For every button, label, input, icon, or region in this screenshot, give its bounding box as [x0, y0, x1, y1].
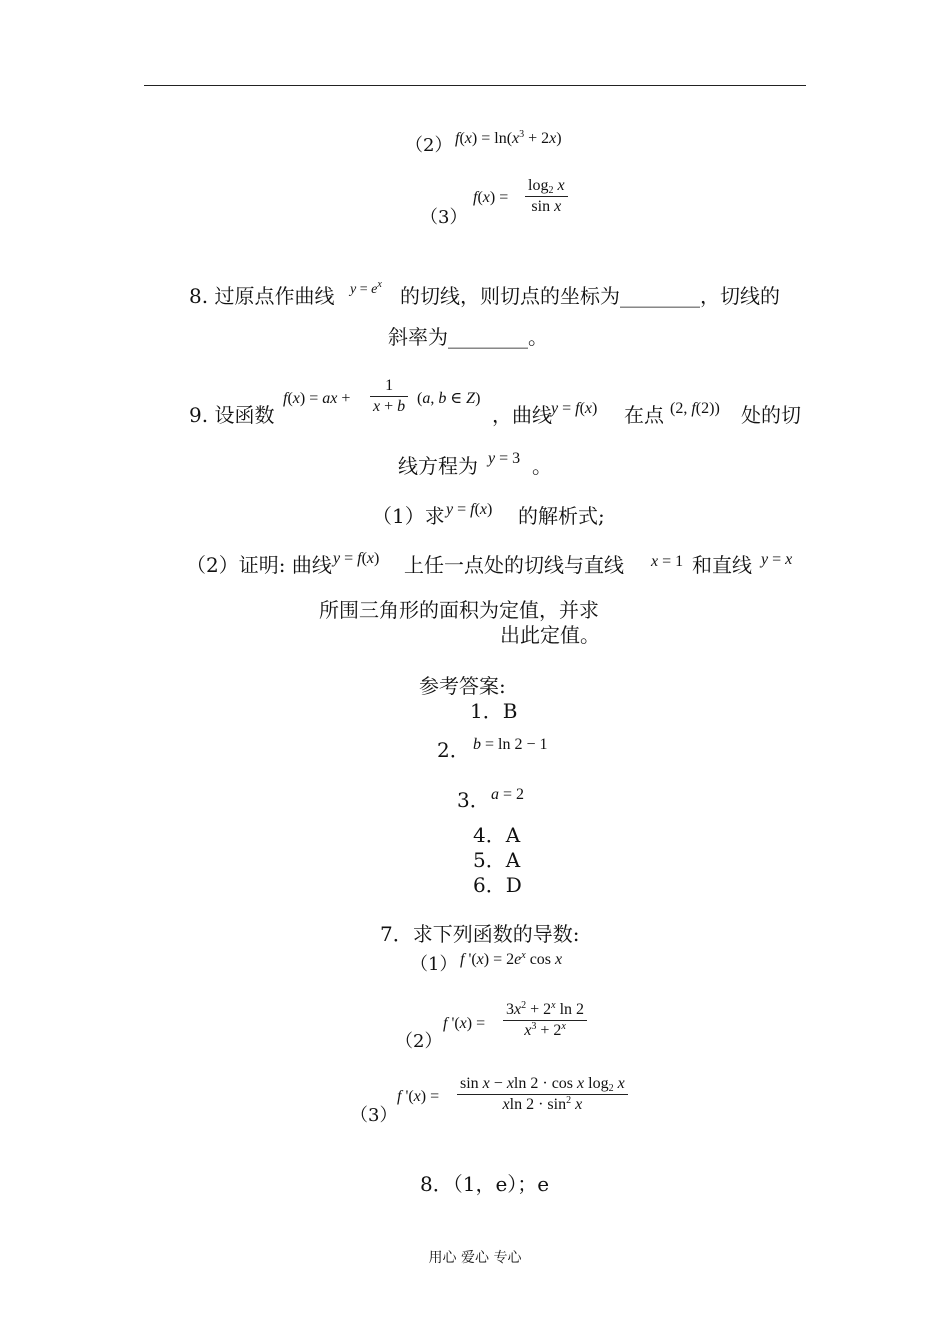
header-rule: [144, 85, 806, 86]
q9-mid2: 在点: [624, 403, 664, 427]
q9-part2-curve: y = f(x): [333, 550, 380, 567]
answers-heading: 参考答案:: [419, 674, 506, 698]
q9-line-yx: y = x: [761, 551, 793, 568]
q9-part2-line3: 出此定值。: [500, 623, 600, 647]
q9-line2-suffix: 。: [532, 454, 552, 478]
q8-curve-formula: $y = e^x$: [350, 279, 382, 297]
q9-function-lhs: f(x) = ax +: [283, 390, 351, 407]
q8-line1-rest: 的切线，则切点的坐标为________，切线的: [400, 284, 780, 308]
page-footer: 用心 爱心 专心: [428, 1250, 522, 1266]
q9-line2-prefix: 线方程为: [398, 454, 478, 478]
q9-curve-formula: y = f(x): [551, 400, 598, 417]
answer-8: 8．（1，e）；e: [420, 1172, 550, 1196]
answer-1: 1．B: [470, 699, 518, 723]
q9-part1-formula: y = f(x): [446, 501, 493, 518]
q9-function-fraction: $\frac{1}{x + b}$: [370, 376, 408, 417]
answer-7-part3-fraction: $\frac{\sin x - xln 2 \cdot \cos x \log_2 x}{xln 2 \cdot \sin^2 x}$: [457, 1074, 628, 1115]
answer-6: 6．D: [473, 873, 522, 897]
answer-7-part3-label: （3）: [350, 1105, 398, 1126]
q9-part2-line2: 所围三角形的面积为定值，并求: [319, 598, 599, 622]
q9-tail: 处的切: [741, 403, 801, 427]
q9-function-domain: (a, b ∈ Z): [417, 390, 481, 407]
answer-7-part3-lhs: f '(x) =: [397, 1088, 440, 1105]
answer-5: 5．A: [473, 848, 521, 872]
q9-part2-mid2: 和直线: [692, 553, 752, 577]
q7-part3-lhs: f(x) =: [473, 189, 509, 206]
q9-point-formula: (2, f(2)): [670, 400, 720, 417]
q9-tangent-formula: y = 3: [488, 450, 521, 467]
q9-prefix: 9. 设函数: [189, 403, 275, 427]
q9-part2-prefix: （2）证明: 曲线: [186, 553, 332, 577]
answer-2-label: 2．: [437, 738, 470, 762]
answer-7-part1-label: （1）: [410, 954, 458, 975]
q7-part2-formula: $f(x) = \ln(x^3 + 2x)$: [455, 129, 562, 147]
answer-4: 4．A: [473, 823, 521, 847]
q9-part1-prefix: （1）求: [372, 504, 445, 528]
answer-7-part2-fraction: $\frac{3x^2 + 2^x \ln 2}{x^3 + 2^x}$: [503, 1000, 587, 1041]
answer-3-label: 3．: [457, 788, 490, 812]
answer-7-part2-lhs: f '(x) =: [443, 1015, 486, 1032]
q9-part1-suffix: 的解析式;: [518, 504, 605, 528]
q8-line2: 斜率为________。: [388, 325, 548, 349]
answer-7-part2-label: （2）: [395, 1031, 443, 1052]
q7-part2-label: （2）: [405, 135, 453, 156]
q9-mid1: ，曲线: [492, 403, 552, 427]
q7-part3-fraction: $\frac{\log_2 x}{\text{sin x}}$: [525, 176, 568, 217]
answer-7-heading: 7．求下列函数的导数:: [380, 922, 580, 946]
answer-3-formula: a = 2: [491, 786, 525, 803]
answer-7-part1-formula: f '$(x) = 2e^x$ cos x: [460, 950, 563, 968]
answer-2-formula: b = ln 2 − 1: [473, 736, 548, 753]
q9-part2-mid1: 上任一点处的切线与直线: [404, 553, 624, 577]
q9-line-x1: x = 1: [651, 553, 684, 570]
q8-line1-prefix: 8. 过原点作曲线: [189, 284, 335, 308]
q7-part3-label: （3）: [420, 207, 468, 228]
